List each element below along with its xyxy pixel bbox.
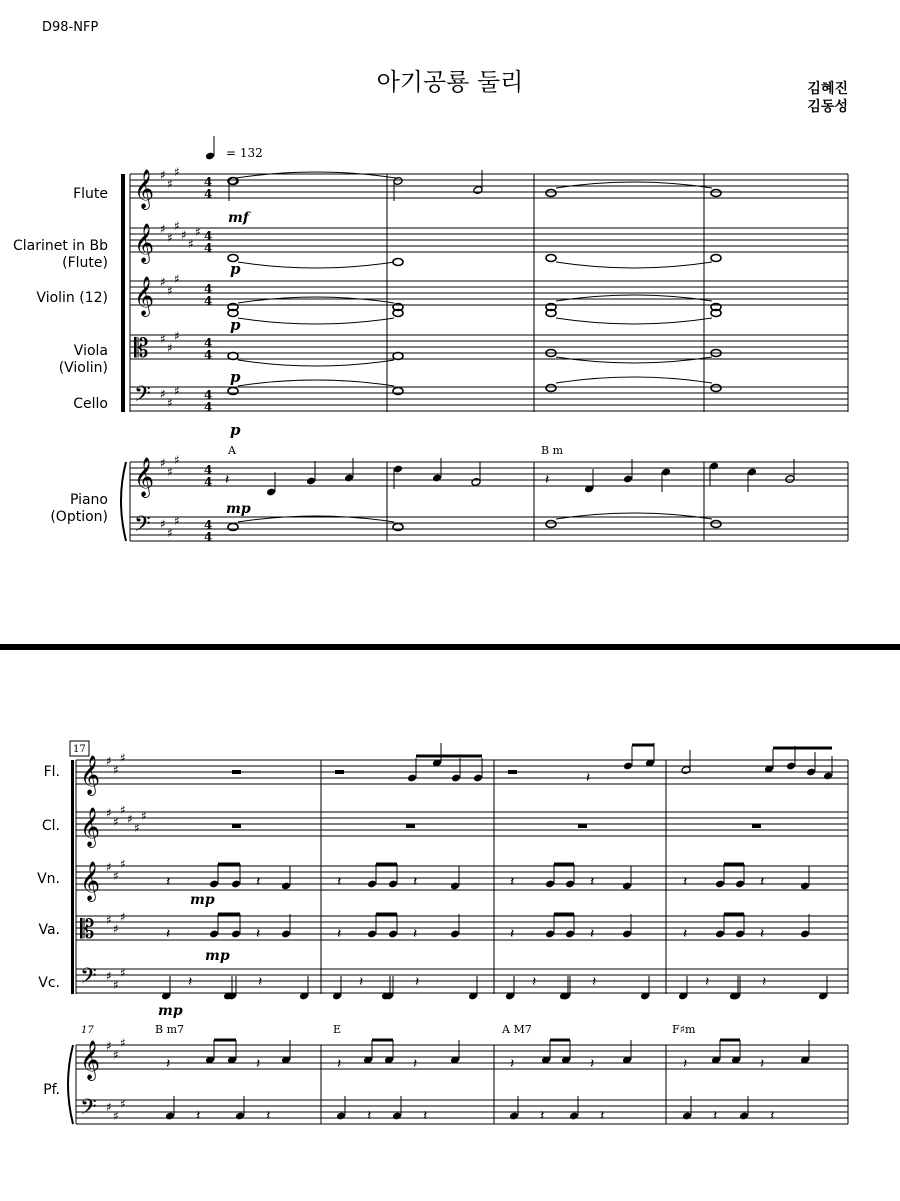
whole-rest-1 [406,824,415,828]
key-pf-lh2-2: ♯ [120,1097,126,1111]
whole-rest-3 [752,824,761,828]
svg-text:𝄽: 𝄽 [166,874,171,890]
svg-text:𝄽: 𝄽 [683,926,688,942]
svg-text:𝄽: 𝄽 [337,874,342,890]
timesig-piano-rh-den: 4 [204,475,213,489]
svg-text:𝄽: 𝄽 [510,874,515,890]
clef-piano-rh: 𝄞 [134,457,155,497]
vn-tie-d [556,318,712,324]
cl-m3 [546,255,556,262]
ensemble-bracket [121,174,125,412]
svg-text:𝄽: 𝄽 [590,1056,595,1072]
svg-text:𝄽: 𝄽 [592,974,597,990]
key-fl2-2: ♯ [120,751,126,765]
vc-m4 [711,385,721,392]
timesig-cello-num: 4 [204,388,213,402]
key-piano-rh-2: ♯ [174,453,180,467]
whole-rest-0 [232,770,241,774]
svg-text:𝄽: 𝄽 [166,926,171,942]
svg-text:𝄽: 𝄽 [337,1056,342,1072]
svg-text:𝄽: 𝄽 [683,1056,688,1072]
clef-pf-lh2: 𝄢 [80,1095,97,1125]
composer-1: 김혜진 [807,81,848,97]
half-rest-1 [335,770,344,774]
svg-text:𝄽: 𝄽 [760,874,765,890]
key-clarinet-0: ♯ [160,222,166,236]
svg-text:𝄽: 𝄽 [413,926,418,942]
instrument-vn-abbr: Vn. [37,871,60,887]
piano-brace [121,462,126,541]
instrument-pf-abbr: Pf. [43,1082,60,1098]
dynamic-vc: mp [158,1003,183,1019]
staff-violin [130,281,848,305]
cl-m2 [393,259,403,266]
va-m2 [393,353,403,360]
key-viola-0: ♯ [160,332,166,346]
key-viola-2: ♯ [174,329,180,343]
key-vn2-1: ♯ [113,869,119,883]
instrument-va-abbr: Va. [38,922,60,938]
key-clarinet-3: ♯ [181,228,187,242]
instrument-vc-abbr: Vc. [38,975,60,991]
pf2-lh-rest0: 𝄽 [266,1108,271,1124]
dynamic-cello: p [230,421,241,439]
key-pf-lh2-1: ♯ [113,1109,119,1123]
key-fl2-1: ♯ [113,763,119,777]
key-clarinet-4: ♯ [188,237,194,251]
flute-m3 [546,190,556,197]
dynamic-piano: mp [226,501,251,517]
timesig-clarinet-num: 4 [204,229,213,243]
key-vc2-1: ♯ [113,978,119,992]
timesig-violin-den: 4 [204,294,213,308]
chord-amaj7: A M7 [502,1023,532,1036]
svg-text:𝄽: 𝄽 [413,1056,418,1072]
flute-m4 [711,190,721,197]
staff-va2 [76,916,848,940]
clef-violin: 𝄞 [134,276,155,316]
dynamic-va: mp [205,948,230,964]
key-va2-0: ♯ [106,913,112,927]
instrument-viola: Viola (Violin) [58,343,108,376]
cl-tie2 [556,262,712,268]
vc-m3 [546,385,556,392]
key-fl2-0: ♯ [106,754,112,768]
pf-lh-m3 [546,521,556,528]
key-pf-rh2-2: ♯ [120,1036,126,1050]
staff-cl2 [76,812,848,836]
svg-text:𝄽: 𝄽 [590,926,595,942]
staff-pf-rh2 [76,1045,848,1069]
key-vc2-0: ♯ [106,969,112,983]
key-cl2-4: ♯ [134,821,140,835]
svg-text:𝄽: 𝄽 [359,974,364,990]
svg-text:𝄽: 𝄽 [188,974,193,990]
clef-piano-lh: 𝄢 [134,512,151,542]
instrument-piano: Piano (Option) [50,492,108,525]
clef-fl2: 𝄞 [80,755,101,795]
key-clarinet-5: ♯ [195,225,201,239]
timesig-clarinet-den: 4 [204,241,213,255]
svg-text:𝄽: 𝄽 [367,1108,372,1124]
staff-clarinet [130,228,848,252]
svg-text:𝄽: 𝄽 [532,974,537,990]
svg-text:𝄽: 𝄽 [510,1056,515,1072]
timesig-flute-num: 4 [204,175,213,189]
song-title: 아기공룡 둘리 [376,68,524,96]
dynamic-vn: mp [190,892,215,908]
instrument-cl-abbr: Cl. [41,818,60,834]
svg-text:𝄽: 𝄽 [586,770,591,786]
key-violin-1: ♯ [167,284,173,298]
key-va2-2: ♯ [120,910,126,924]
svg-text:𝄽: 𝄽 [413,874,418,890]
pf2-lh-rest2: 𝄽 [600,1108,605,1124]
key-flute-0: ♯ [160,168,166,182]
clef-cello: 𝄢 [134,382,151,412]
key-cl2-1: ♯ [113,815,119,829]
staff-vn2 [76,866,848,890]
svg-text:𝄽: 𝄽 [705,974,710,990]
vn-tie-a [238,297,394,303]
clef-vn2: 𝄞 [80,861,101,901]
key-piano-lh-1: ♯ [167,526,173,540]
cl-m4 [711,255,721,262]
key-vc2-2: ♯ [120,966,126,980]
clef-viola: 𝄡 [134,334,149,364]
cl-tie [238,262,394,268]
timesig-violin-num: 4 [204,282,213,296]
svg-text:𝄽: 𝄽 [760,926,765,942]
document-code: D98-NFP [42,20,99,35]
staff-pf-lh2 [76,1100,848,1124]
key-piano-lh-0: ♯ [160,517,166,531]
key-pf-rh2-1: ♯ [113,1048,119,1062]
piano-brace-2 [68,1045,73,1124]
instrument-flute: Flute [73,186,108,202]
clef-flute: 𝄞 [134,169,155,209]
key-piano-rh-1: ♯ [167,465,173,479]
instrument-cello: Cello [73,396,108,412]
svg-text:𝄽: 𝄽 [713,1108,718,1124]
svg-text:𝄽: 𝄽 [196,1108,201,1124]
clef-pf-rh2: 𝄞 [80,1040,101,1080]
svg-text:𝄽: 𝄽 [337,926,342,942]
key-pf-rh2-0: ♯ [106,1039,112,1053]
timesig-viola-num: 4 [204,336,213,350]
svg-text:𝄽: 𝄽 [760,1056,765,1072]
key-cl2-2: ♯ [120,803,126,817]
instrument-clarinet: Clarinet in Bb (Flute) [12,238,108,271]
svg-text:𝄽: 𝄽 [590,874,595,890]
svg-text:𝄽: 𝄽 [258,974,263,990]
svg-text:𝄽: 𝄽 [256,926,261,942]
clef-vc2: 𝄢 [80,964,97,994]
svg-text:𝄽: 𝄽 [415,974,420,990]
whole-rest-4 [232,824,241,828]
svg-text:𝄽: 𝄽 [762,974,767,990]
timesig-viola-den: 4 [204,348,213,362]
clef-va2: 𝄡 [80,915,95,945]
svg-text:𝄽: 𝄽 [545,472,550,488]
key-vn2-0: ♯ [106,860,112,874]
timesig-piano-rh-num: 4 [204,463,213,477]
key-piano-rh-0: ♯ [160,456,166,470]
clef-cl2: 𝄞 [80,807,101,847]
chord-a: A [228,444,236,457]
timesig-cello-den: 4 [204,400,213,414]
staff-fl2 [76,760,848,784]
dynamic-violin: p [230,316,241,334]
dynamic-viola: p [230,368,241,386]
key-cello-2: ♯ [174,384,180,398]
half-rest-2 [508,770,517,774]
key-piano-lh-2: ♯ [174,514,180,528]
key-cl2-5: ♯ [141,809,147,823]
chord-e: E [333,1023,342,1036]
key-clarinet-1: ♯ [167,231,173,245]
key-cl2-0: ♯ [106,806,112,820]
ensemble-bracket-2 [71,760,74,994]
key-pf-lh2-0: ♯ [106,1100,112,1114]
svg-text:𝄽: 𝄽 [256,1056,261,1072]
timesig-piano-lh-num: 4 [204,518,213,532]
whole-rest-2 [578,824,587,828]
chord-fsharpm: F♯m [672,1023,696,1036]
staff-piano-rh [130,462,848,486]
flute-tie2 [556,182,712,188]
timesig-flute-den: 4 [204,187,213,201]
svg-text:𝄽: 𝄽 [510,926,515,942]
instrument-violin: Violin (12) [36,290,108,306]
pf2-lh-rest3: 𝄽 [770,1108,775,1124]
measure-number-piano: 17 [81,1025,94,1036]
svg-text:𝄽: 𝄽 [540,1108,545,1124]
key-cl2-3: ♯ [127,812,133,826]
dynamic-clarinet: p [230,260,241,278]
key-violin-2: ♯ [174,272,180,286]
key-vn2-2: ♯ [120,857,126,871]
dynamic-flute: mf [228,210,249,226]
chord-bm: B m [541,444,564,457]
key-viola-1: ♯ [167,341,173,355]
clef-clarinet: 𝄞 [134,223,155,263]
key-cello-1: ♯ [167,396,173,410]
key-clarinet-2: ♯ [174,219,180,233]
key-flute-2: ♯ [174,165,180,179]
tempo-marking: = 132 [226,146,263,160]
pf-lh-m4 [711,521,721,528]
key-va2-1: ♯ [113,922,119,936]
svg-text:𝄽: 𝄽 [225,472,230,488]
key-flute-1: ♯ [167,177,173,191]
pf2-lh-rest1: 𝄽 [423,1108,428,1124]
composer-2: 김동성 [807,99,848,115]
vn-tie-c [556,295,712,301]
svg-text:𝄽: 𝄽 [166,1056,171,1072]
instrument-fl-abbr: Fl. [43,764,60,780]
svg-text:𝄽: 𝄽 [683,874,688,890]
flute-tie [236,172,396,178]
measure-number-box: 17 [73,744,86,755]
timesig-piano-lh-den: 4 [204,530,213,544]
va-m1 [228,353,238,360]
svg-text:𝄽: 𝄽 [256,874,261,890]
chord-bm7: B m7 [155,1023,185,1036]
key-cello-0: ♯ [160,387,166,401]
key-violin-0: ♯ [160,275,166,289]
vn-tie-b [238,318,394,324]
